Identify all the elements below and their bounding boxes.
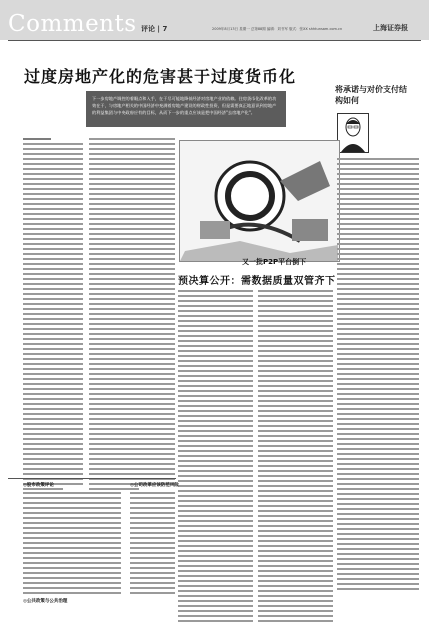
second-article-headline: 预决算公开：需数据质量双管齐下 [178,276,336,287]
section-title: Comments [8,11,137,37]
paper-name: 上海证券报 [373,23,408,32]
section-cn-label: 评论 | 7 [141,25,168,33]
bottom-item-3: ◎公共政策与公共治理 [23,599,68,604]
header-rule [8,40,421,41]
cartoon-caption: 又一批P2P平台倒下 [242,258,307,266]
column-1-text [23,138,83,493]
date-line: 2009年8月13日 星期一 总第88期 编辑：刘书军 版式：张XX shhtunsam.com.cn [212,27,343,31]
lede-text: 下一步房地产调控的着眼点和入手，在于尽可能地降低经济对房地产业的依赖。住房货币化改革的功效在于，与房地产相关的中国经济中充满着房地产建设的财政性投资，但是需要真正地意识到房地产的利益集团与中央政府应有的目标，从而下一步的重点应该是把中国经济"去房地产化"。 [92,96,277,115]
cartoon-illustration [179,140,340,262]
bottom-column-1 [23,492,121,597]
bottom-column-2 [130,492,175,597]
column-4-text [258,290,333,625]
page-headline: 过度房地产化的危害甚于过度货币化 [24,67,297,86]
column-3-text [178,290,253,625]
column-2-text [89,138,175,493]
lede-box [86,91,286,127]
sidebar-title: 将承诺与对价支付结构如何 [335,85,407,105]
column-5-text [337,158,419,593]
bottom-item-2: ◎公司改革应该防范风险 [130,483,179,488]
columnist-portrait [337,113,369,153]
bottom-divider [8,478,176,479]
bottom-item-1: ◎股市政策评论 [23,483,54,488]
